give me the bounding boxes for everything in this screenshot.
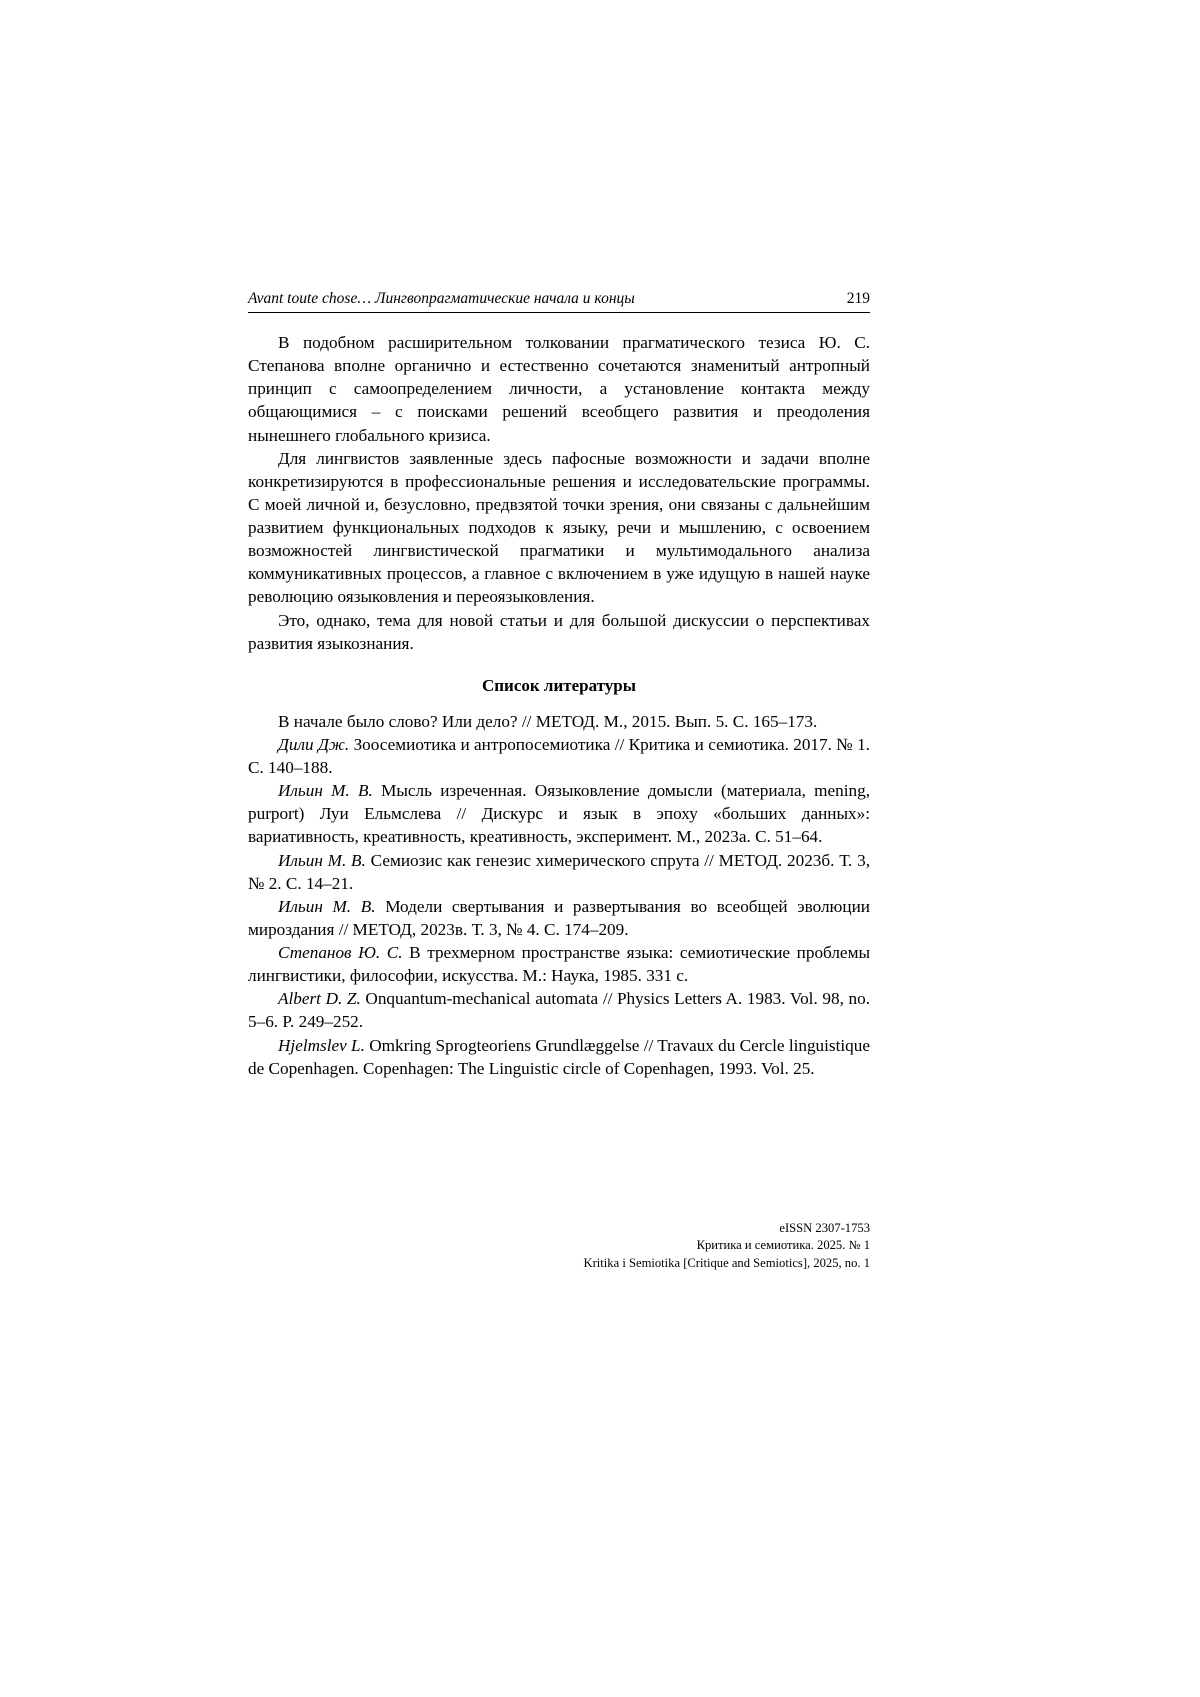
page-footer xyxy=(248,1220,870,1272)
body-paragraph-3: Это, однако, тема для новой статьи и для большой дискуссии о перспективах развития языкознания. xyxy=(248,610,870,653)
reference-item xyxy=(248,941,870,987)
reference-item xyxy=(248,733,870,779)
body-paragraph-1: В подобном расширительном толковании прагматического тезиса Ю. С. Степанова вполне органично и естественно сочетаются знаменитый антропный принцип с самоопределением личности, а установление контакта между общающимися – с поисками решений всеобщего развития и преодоления нынешнего глобального кризиса. xyxy=(248,333,870,445)
reference-author: Ильин М. В. xyxy=(278,896,376,916)
reference-item xyxy=(248,779,870,848)
body-paragraph-2: Для лингвистов заявленные здесь пафосные возможности и задачи вполне конкретизируются в профессиональные решения и исследовательские программы. С моей личной и, безусловно, предвзятой точки зрения, они связаны с дальнейшим развитием функциональных подходов к языку, речи и мышлению, с освоением возможностей лингвистической прагматики и мультимодального анализа коммуникативных процессов, а главное с включением в уже идущую в нашей науке революцию оязыковления и переоязыковления. xyxy=(248,448,870,607)
reference-item xyxy=(248,710,870,733)
footer-journal-ru: Критика и семиотика. 2025. № 1 xyxy=(696,1238,870,1253)
reference-author: Дили Дж. xyxy=(278,734,350,754)
reference-item xyxy=(248,849,870,895)
reference-text: Зоосемиотика и антропосемиотика // Критика и семиотика. 2017. № 1. С. 140–188. xyxy=(248,734,870,777)
reference-author: Ильин М. В. xyxy=(278,850,366,870)
reference-text: Мысль изреченная. Оязыковление домысли (материала, mening, purport) Луи Ельмслева // Дискурс и язык в эпоху «больших данных»: вариативность, креативность, креативность, эксперимент. М., 2023а. С. 51–64. xyxy=(248,781,870,847)
page-content xyxy=(248,290,870,1270)
running-head xyxy=(248,290,870,313)
reference-author: Ильин М. В. xyxy=(278,781,373,801)
reference-text: Семиозис как генезис химерического спрута // МЕТОД. 2023б. Т. 3, № 2. С. 14–21. xyxy=(248,850,870,893)
references-heading: Список литературы xyxy=(481,675,637,695)
footer-eissn: eISSN 2307-1753 xyxy=(779,1221,870,1235)
reference-author: Hjelmslev L. xyxy=(278,1035,365,1055)
reference-text: В трехмерном пространстве языка: семиотические проблемы лингвистики, философии, искусства. М.: Наука, 1985. 331 с. xyxy=(248,943,870,986)
reference-text: Onquantum-mechanical automata // Physics Letters A. 1983. Vol. 98, no. 5–6. P. 249–252. xyxy=(248,989,870,1032)
reference-text: Модели свертывания и развертывания во всеобщей эволюции мироздания // МЕТОД, 2023в. Т. 3, № 4. С. 174–209. xyxy=(248,896,870,939)
reference-author: Albert D. Z. xyxy=(278,989,361,1009)
reference-item xyxy=(248,895,870,941)
reference-text: В начале было слово? Или дело? // МЕТОД. М., 2015. Вып. 5. С. 165–173. xyxy=(278,711,818,731)
reference-item xyxy=(248,1034,870,1080)
page-number: 219 xyxy=(846,290,870,307)
reference-author: Степанов Ю. С. xyxy=(278,943,403,962)
reference-text: Omkring Sprogteoriens Grundlæggelse // Travaux du Cercle linguistique de Copenhagen. Copenhagen: The Linguistic circle of Copenhagen, 1993. Vol. 25. xyxy=(248,1035,870,1078)
reference-item xyxy=(248,987,870,1033)
running-head-title: Avant toute chose… Лингвопрагматические начала и концы xyxy=(248,290,635,307)
footer-journal-en: Kritika i Semiotika [Critique and Semiotics], 2025, no. 1 xyxy=(583,1255,870,1270)
